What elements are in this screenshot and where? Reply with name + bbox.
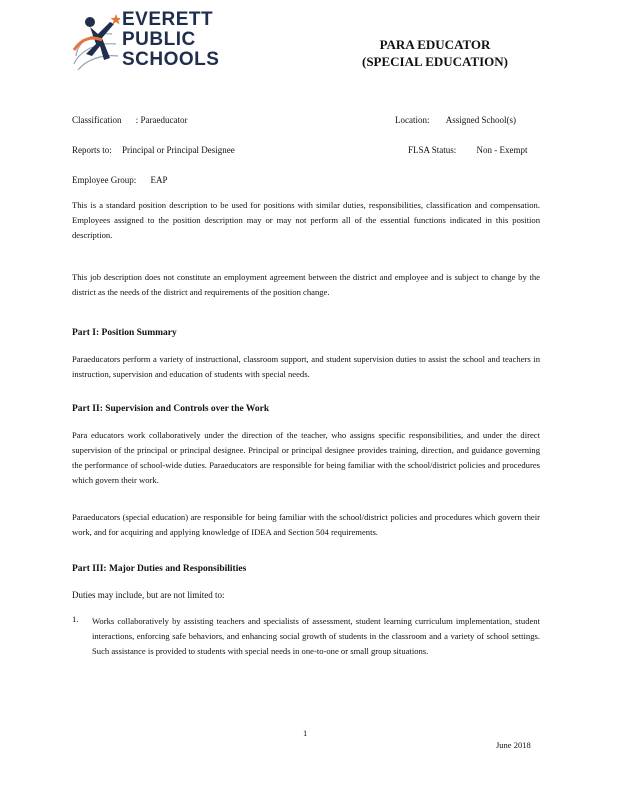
reports-value: Principal or Principal Designee — [122, 145, 235, 155]
title-line-1: PARA EDUCATOR — [379, 37, 491, 52]
classification-label: Classification — [72, 115, 122, 125]
part3-heading: Part III: Major Duties and Responsibilities — [72, 564, 247, 574]
employee-group-label: Employee Group: — [72, 175, 137, 185]
classification-value: : Paraeducator — [135, 115, 188, 125]
logo-figure-icon — [72, 10, 120, 78]
duty-item-number: 1. — [72, 614, 79, 624]
page-number: 1 — [303, 728, 308, 738]
flsa-value: Non - Exempt — [476, 145, 528, 155]
part2-body-2: Paraeducators (special education) are responsible for being familiar with the school/district policies and procedures which govern their work, and for acquiring and applying knowledge of IDEA and Section 504 requirements. — [72, 512, 540, 537]
flsa-label: FLSA Status: — [408, 145, 457, 155]
revision-date: June 2018 — [496, 740, 531, 750]
part2-heading: Part II: Supervision and Controls over the Work — [72, 404, 270, 414]
location-label: Location: — [395, 115, 430, 125]
title-line-2: (SPECIAL EDUCATION) — [361, 54, 509, 69]
logo-wordmark — [122, 10, 219, 70]
employee-group-row — [72, 173, 168, 188]
location-row — [395, 113, 516, 128]
disclaimer-paragraph: This job description does not constitute an employment agreement between the district and employee and is subject to change by the district as the needs of the district and requirements of the position change. — [72, 272, 540, 297]
reports-row — [72, 143, 235, 158]
classification-row — [72, 113, 187, 128]
part1-heading: Part I: Position Summary — [72, 328, 177, 338]
part1-body: Paraeducators perform a variety of instructional, classroom support, and student supervision duties to assist the school and teachers in instruction, supervision and education of students with special needs. — [72, 354, 540, 379]
location-value: Assigned School(s) — [445, 115, 516, 125]
logo-line-1: EVERETT — [122, 9, 214, 30]
part2-body-1: Para educators work collaboratively under the direction of the teacher, who assigns specific responsibilities, and under the direct supervision of the principal or principal designee. Principal or principal designee provides training, direction, and guidance governing the performance of school-wide duties. Paraeducators are responsible for being familiar with the school/district policies and procedures which govern their work. — [72, 430, 540, 485]
employee-group-value: EAP — [150, 175, 168, 185]
intro-paragraph: This is a standard position description to be used for positions with similar duties, responsibilities, classification and compensation. Employees assigned to the position description may or may not perform all of the essential functions indicated in this position description. — [72, 200, 540, 240]
document-title — [335, 36, 535, 70]
duty-item-text: Works collaboratively by assisting teachers and specialists of assessment, student learning curriculum implementation, student interactions, enforcing safe behaviors, and enhancing social growth of students in the classroom and a variety of school settings. Such assistance is provided to students with special needs in one-to-one or small group situations. — [92, 616, 540, 656]
district-logo — [72, 10, 242, 78]
flsa-row — [408, 143, 528, 158]
logo-line-3: SCHOOLS — [122, 49, 220, 70]
logo-line-2: PUBLIC — [122, 29, 196, 50]
part3-intro: Duties may include, but are not limited to: — [72, 590, 225, 600]
reports-label: Reports to: — [72, 145, 112, 155]
